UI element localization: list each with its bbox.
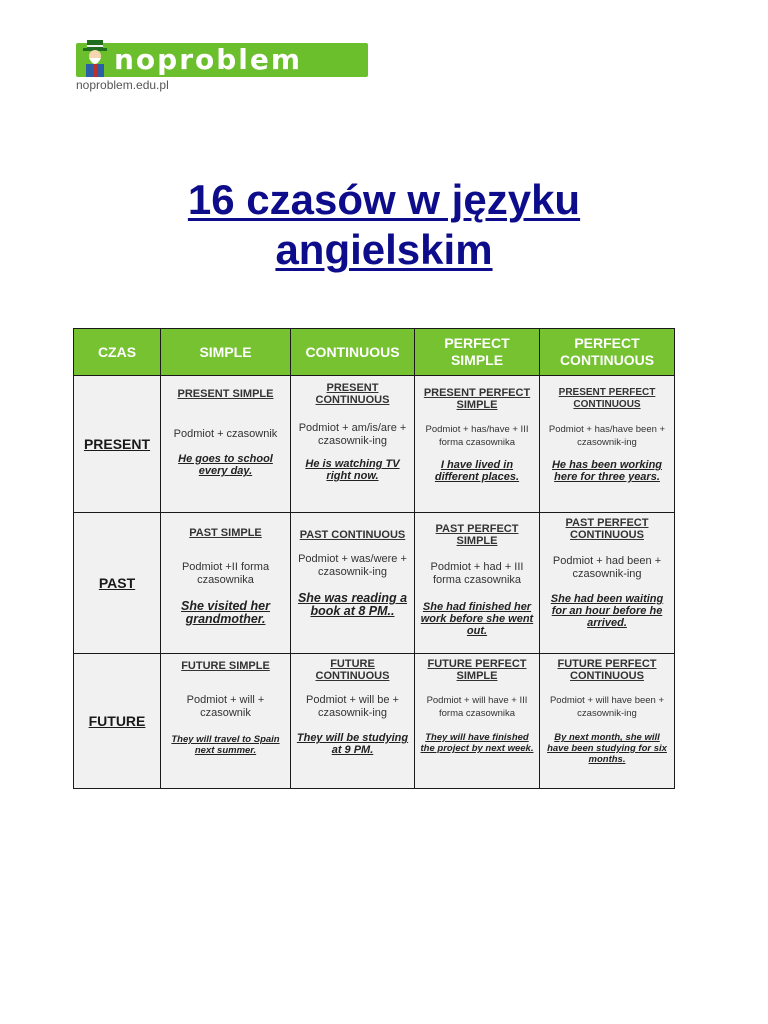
header-perfect-continuous: PERFECT CONTINUOUS xyxy=(540,329,675,376)
table-row-future xyxy=(74,654,675,789)
logo-banner xyxy=(76,43,368,77)
logo-url[interactable]: noproblem.edu.pl xyxy=(76,78,169,92)
tense-formula: Podmiot + has/have + III forma czasownika xyxy=(425,424,529,448)
tense-formula: Podmiot + am/is/are + czasownik-ing xyxy=(298,422,407,447)
tense-example: I have lived in different places. xyxy=(434,459,520,483)
tense-example: She was reading a book at 8 PM.. xyxy=(297,591,408,618)
cell-future-perfect-simple xyxy=(415,654,540,789)
tense-name: PRESENT PERFECT CONTINUOUS xyxy=(558,387,656,410)
cell-present-perfect-simple xyxy=(415,376,540,513)
header-czas: CZAS xyxy=(74,329,161,376)
tense-formula: Podmiot + czasownik xyxy=(173,428,278,440)
tenses-table xyxy=(73,328,675,789)
tense-example: By next month, she will have been studying for six months. xyxy=(547,732,667,765)
tense-name: FUTURE PERFECT CONTINUOUS xyxy=(557,658,657,682)
row-label-past: PAST xyxy=(74,513,161,654)
tense-name: PAST SIMPLE xyxy=(189,527,262,539)
cell-past-continuous xyxy=(291,513,415,654)
page-title-line-2[interactable]: angielskim xyxy=(275,226,493,273)
tense-formula: Podmiot + will be + czasownik-ing xyxy=(306,694,399,719)
tense-example: He has been working here for three years. xyxy=(551,459,663,483)
page-title-line-1[interactable]: 16 czasów w języku xyxy=(187,176,581,223)
cell-past-simple xyxy=(161,513,291,654)
tense-name: FUTURE PERFECT SIMPLE xyxy=(427,658,527,682)
tense-formula: Podmiot + had been + czasownik-ing xyxy=(552,555,662,580)
table-row-past xyxy=(74,513,675,654)
tense-formula: Podmiot + was/were + czasownik-ing xyxy=(298,553,407,578)
tense-formula: Podmiot + had + III forma czasownika xyxy=(430,561,524,586)
tense-formula: Podmiot +II forma czasownika xyxy=(181,561,270,586)
cell-present-continuous xyxy=(291,376,415,513)
cell-future-continuous xyxy=(291,654,415,789)
tense-example: They will travel to Spain next summer. xyxy=(171,734,280,756)
cell-future-simple xyxy=(161,654,291,789)
tense-name: PAST PERFECT SIMPLE xyxy=(435,523,519,547)
mascot-icon xyxy=(80,40,110,78)
tense-formula: Podmiot + will have been + czasownik-ing xyxy=(549,695,665,719)
row-label-present: PRESENT xyxy=(74,376,161,513)
tense-name: PRESENT CONTINUOUS xyxy=(315,382,390,406)
site-logo[interactable] xyxy=(76,43,368,92)
tense-example: She visited her grandmother. xyxy=(181,599,270,626)
cell-present-simple xyxy=(161,376,291,513)
tense-example: She had been waiting for an hour before he arrived. xyxy=(550,593,664,629)
tense-name: PRESENT SIMPLE xyxy=(177,388,274,400)
table-row-present xyxy=(74,376,675,513)
tense-example: They will be studying at 9 PM. xyxy=(296,732,409,756)
tense-example: He is watching TV right now. xyxy=(305,458,400,482)
tense-formula: Podmiot + will have + III forma czasownika xyxy=(426,695,528,719)
tense-name: PAST PERFECT CONTINUOUS xyxy=(565,517,649,541)
tense-name: FUTURE CONTINUOUS xyxy=(315,658,390,682)
tense-example: They will have finished the project by next week. xyxy=(420,732,534,754)
header-simple: SIMPLE xyxy=(161,329,291,376)
cell-past-perfect-continuous xyxy=(540,513,675,654)
logo-wordmark: noproblem xyxy=(114,43,303,76)
tense-example: She had finished her work before she went out. xyxy=(420,601,534,637)
tense-example: He goes to school every day. xyxy=(178,453,273,477)
row-label-future: FUTURE xyxy=(74,654,161,789)
header-perfect-simple: PERFECT SIMPLE xyxy=(415,329,540,376)
page-title[interactable] xyxy=(0,175,768,275)
cell-present-perfect-continuous xyxy=(540,376,675,513)
header-continuous: CONTINUOUS xyxy=(291,329,415,376)
table-header-row xyxy=(74,329,675,376)
tense-name: PAST CONTINUOUS xyxy=(299,529,406,541)
cell-past-perfect-simple xyxy=(415,513,540,654)
tense-name: FUTURE SIMPLE xyxy=(181,660,270,672)
tense-name: PRESENT PERFECT SIMPLE xyxy=(423,387,531,411)
tense-formula: Podmiot + has/have been + czasownik-ing xyxy=(548,424,666,448)
cell-future-perfect-continuous xyxy=(540,654,675,789)
tense-formula: Podmiot + will + czasownik xyxy=(186,694,265,719)
